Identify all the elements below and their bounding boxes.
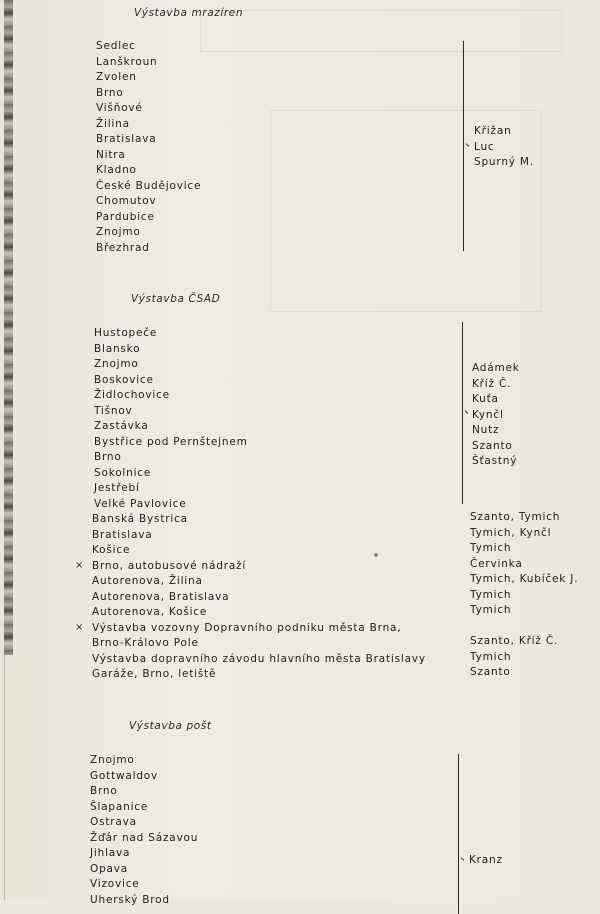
show-through-shape	[200, 10, 562, 52]
person-name: Tymich, Kubíček J.	[470, 573, 579, 585]
list-item: Velké Pavlovice	[94, 497, 187, 510]
list-item: Šlapanice	[90, 800, 149, 813]
list-item: Sokolnice	[94, 466, 152, 479]
grouping-brace	[454, 322, 463, 504]
list-item: Bystřice pod Pernštejnem	[94, 435, 248, 448]
list-item: Blansko	[94, 342, 141, 355]
x-mark-icon: ×	[75, 622, 84, 633]
list-item: Pardubice	[96, 210, 155, 223]
list-item: Bratislava	[92, 528, 153, 541]
list-item: Nitra	[96, 148, 126, 161]
person-name: Szanto	[470, 666, 511, 678]
names-csad	[472, 361, 520, 470]
list-item: Vizovice	[90, 878, 140, 890]
list-item: Březhrad	[96, 241, 150, 254]
person-name	[470, 619, 578, 635]
person-name: Tymich	[470, 604, 512, 616]
section-heading-csad: Výstavba ČSAD	[131, 293, 221, 305]
list-item: Višňové	[96, 102, 143, 114]
list-item: Výstavba dopravního závodu hlavního města Bratislavy	[92, 652, 426, 665]
person-name: Szanto, Tymich	[470, 511, 561, 523]
list-item: Znojmo	[96, 226, 141, 238]
list-item: Brno	[96, 86, 124, 99]
list-csad-extra	[92, 512, 426, 683]
list-item: Uherský Brod	[90, 893, 170, 906]
page-edge-line	[4, 655, 5, 900]
person-name: Kynčl	[472, 408, 504, 421]
list-item: Hustopeče	[94, 327, 158, 339]
list-item: Žilina	[96, 117, 130, 130]
list-item: Brno	[94, 451, 122, 463]
list-item: Garáže, Brno, letiště	[92, 668, 217, 680]
person-name: Tymich	[470, 650, 512, 663]
list-item: Žďár nad Sázavou	[90, 831, 199, 844]
list-item: Opava	[90, 862, 129, 875]
names-post	[469, 853, 503, 869]
list-item: Chomutov	[96, 195, 157, 207]
list-item: Jihlava	[90, 847, 131, 859]
list-item: Brno, autobusové nádraží	[92, 559, 247, 572]
list-item: Brno-Královo Pole	[92, 637, 199, 649]
list-item: Lanškroun	[96, 55, 158, 68]
list-mraziren	[96, 39, 201, 256]
list-item: Brno	[90, 785, 118, 797]
list-item: Sedlec	[96, 40, 136, 52]
list-item: Autorenova, Bratislava	[92, 590, 230, 603]
book-spine-edge	[4, 0, 13, 655]
person-name: Szanto, Kříž Č.	[470, 635, 559, 647]
person-name: Luc	[474, 140, 495, 153]
list-item: Kladno	[96, 164, 137, 176]
person-name: Szanto	[472, 439, 513, 452]
person-name: Kříž Č.	[472, 377, 512, 390]
x-mark-icon: ×	[75, 560, 84, 571]
person-name: Spurný M.	[474, 156, 534, 168]
list-item: Boskovice	[94, 373, 154, 386]
list-item: Bratislava	[96, 133, 157, 145]
person-name: Kuťa	[472, 393, 499, 405]
list-item: Židlochovice	[94, 389, 170, 401]
person-name: Nutz	[472, 424, 500, 436]
list-post	[90, 753, 198, 908]
list-csad	[94, 326, 248, 512]
list-item: Ostrava	[90, 816, 137, 828]
list-item: Zastávka	[94, 420, 149, 432]
print-speck	[374, 553, 378, 557]
section-heading-post: Výstavba pošt	[129, 720, 212, 732]
list-item: Znojmo	[90, 754, 135, 766]
person-name: Červinka	[470, 557, 523, 570]
list-item: Autorenova, Žilina	[92, 575, 203, 587]
grouping-brace	[450, 754, 459, 914]
list-item: Košice	[92, 544, 131, 556]
grouping-brace	[455, 41, 464, 251]
person-name: Adámek	[472, 362, 520, 374]
list-item: Znojmo	[94, 358, 139, 370]
list-item: Tišnov	[94, 404, 133, 417]
list-item: Banská Bystrica	[92, 513, 188, 525]
person-name: Křižan	[474, 125, 512, 137]
list-item: Výstavba vozovny Dopravního podniku města Brna,	[92, 621, 402, 634]
list-item: Gottwaldov	[90, 769, 159, 782]
list-item: Zvolen	[96, 71, 137, 83]
person-name: Šťastný	[472, 455, 518, 467]
person-name: Tymich, Kynčl	[470, 526, 552, 539]
list-item: Jestřebí	[94, 482, 140, 494]
person-name: Kranz	[469, 854, 503, 866]
list-item: České Budějovice	[96, 179, 202, 192]
names-mraziren	[474, 124, 534, 171]
person-name: Tymich	[470, 588, 512, 601]
person-name: Tymich	[470, 542, 512, 554]
section-heading-mraziren: Výstavba mrazíren	[134, 7, 244, 19]
list-item: Autorenova, Košice	[92, 606, 208, 618]
names-csad-extra	[470, 510, 578, 681]
